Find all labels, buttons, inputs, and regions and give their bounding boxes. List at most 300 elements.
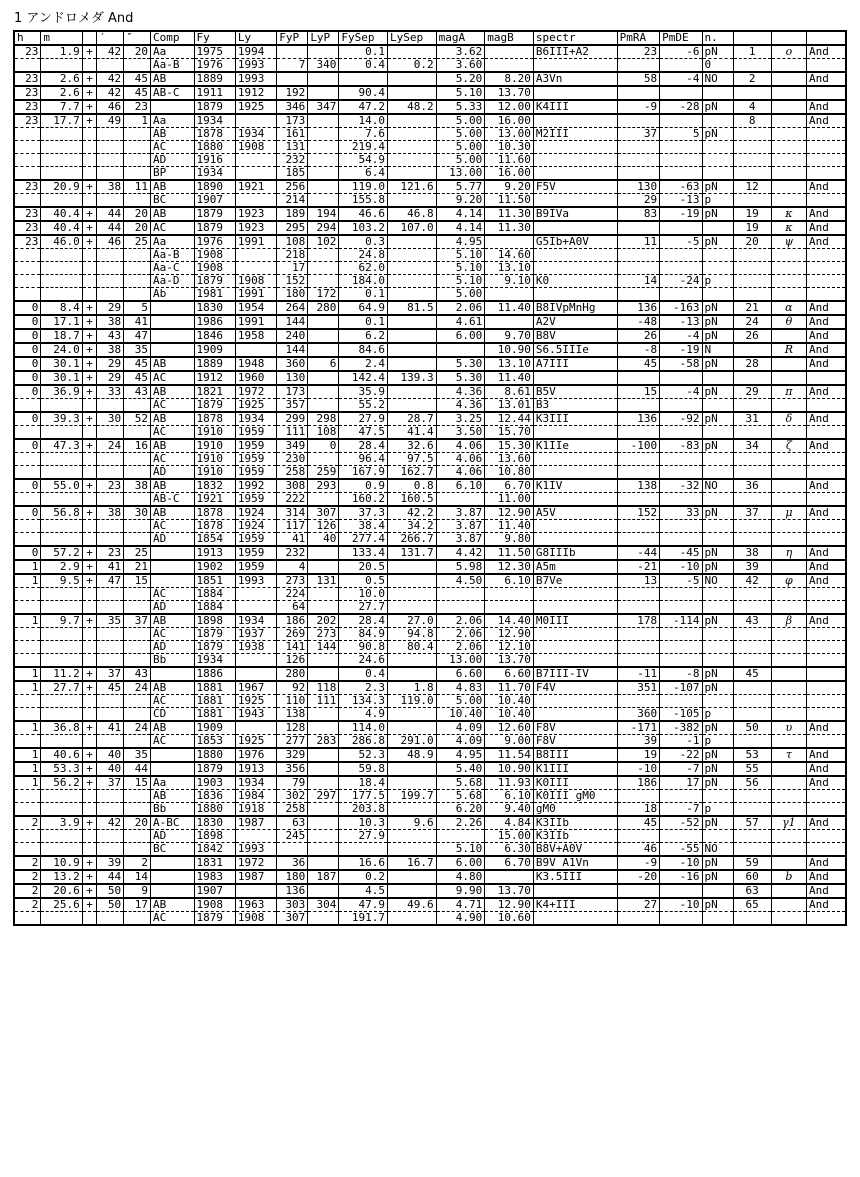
cell-n (702, 141, 733, 154)
cell-ly: 1908 (235, 275, 276, 288)
cell-spectr: M2III (533, 128, 617, 141)
cell-comp (151, 329, 194, 343)
cell-pmde: -382 (660, 721, 702, 735)
cell-fyp: 299 (277, 412, 308, 426)
cell-comp (151, 667, 194, 681)
col-fy: Fy (194, 31, 235, 45)
cell-const: And (806, 776, 846, 790)
cell-m (41, 59, 82, 73)
cell-pmra: 45 (617, 816, 659, 830)
cell-maga: 5.10 (436, 843, 485, 857)
cell-lyp (308, 154, 339, 167)
cell-dec-min (97, 695, 124, 708)
cell-ly: 1938 (235, 641, 276, 654)
cell-m: 20.6 (41, 884, 82, 898)
cell-pmra (617, 86, 659, 100)
cell-fy: 1842 (194, 843, 235, 857)
cell-lyp: 40 (308, 533, 339, 547)
cell-fysep: 0.5 (339, 574, 388, 588)
table-row (14, 371, 846, 385)
cell-pmra: 26 (617, 329, 659, 343)
cell-ly (235, 154, 276, 167)
cell-fy: 1879 (194, 628, 235, 641)
cell-h (14, 466, 41, 480)
cell-h: 23 (14, 221, 41, 235)
table-row (14, 762, 846, 776)
cell-fyp: 131 (277, 141, 308, 154)
cell-n: pN (702, 681, 733, 695)
cell-const: And (806, 385, 846, 399)
cell-fyp: 180 (277, 288, 308, 302)
cell-n (702, 86, 733, 100)
cell-maga: 5.77 (436, 180, 485, 194)
cell-lyp (308, 748, 339, 762)
cell-magb: 13.70 (485, 884, 534, 898)
cell-dec-sec (124, 790, 151, 803)
cell-id (733, 371, 771, 385)
cell-fyp: 7 (277, 59, 308, 73)
cell-h: 0 (14, 343, 41, 357)
cell-m (41, 912, 82, 926)
cell-lyp (308, 816, 339, 830)
cell-lyp (308, 180, 339, 194)
cell-greek: π (771, 385, 806, 399)
table-row (14, 167, 846, 181)
cell-magb: 12.30 (485, 560, 534, 574)
cell-pmde: -24 (660, 275, 702, 288)
cell-magb: 8.20 (485, 72, 534, 86)
cell-lysep (387, 560, 436, 574)
cell-pmra: 186 (617, 776, 659, 790)
cell-ly: 1924 (235, 506, 276, 520)
col-maga: magA (436, 31, 485, 45)
cell-n (702, 466, 733, 480)
cell-pmra (617, 601, 659, 615)
cell-h (14, 426, 41, 440)
cell-pmra (617, 830, 659, 843)
cell-ly: 1934 (235, 776, 276, 790)
cell-const: And (806, 301, 846, 315)
cell-fyp: 92 (277, 681, 308, 695)
cell-dec-sec (124, 803, 151, 817)
cell-n: pN (702, 748, 733, 762)
cell-spectr: B5V (533, 385, 617, 399)
cell-lysep (387, 385, 436, 399)
cell-pmde: -5 (660, 574, 702, 588)
cell-fyp: 264 (277, 301, 308, 315)
cell-ly: 1993 (235, 574, 276, 588)
cell-dec-min (97, 249, 124, 262)
cell-fysep: 14.0 (339, 114, 388, 128)
cell-greek (771, 641, 806, 654)
cell-lysep (387, 249, 436, 262)
cell-pmde: -52 (660, 816, 702, 830)
cell-fyp (277, 45, 308, 59)
cell-pmde (660, 520, 702, 533)
cell-const (806, 803, 846, 817)
cell-comp (151, 856, 194, 870)
cell-sign (82, 654, 96, 668)
cell-n (702, 601, 733, 615)
cell-ly: 1963 (235, 898, 276, 912)
cell-magb: 10.90 (485, 762, 534, 776)
table-row (14, 128, 846, 141)
cell-dec-sec: 25 (124, 235, 151, 249)
cell-const (806, 830, 846, 843)
table-row (14, 180, 846, 194)
cell-ly: 1923 (235, 207, 276, 221)
cell-pmra (617, 588, 659, 601)
cell-m (41, 453, 82, 466)
cell-fyp: 230 (277, 453, 308, 466)
cell-greek: R (771, 343, 806, 357)
cell-pmra: 130 (617, 180, 659, 194)
cell-m (41, 601, 82, 615)
cell-m: 55.0 (41, 479, 82, 493)
cell-ly (235, 721, 276, 735)
cell-sign (82, 708, 96, 722)
cell-fyp: 329 (277, 748, 308, 762)
cell-const (806, 520, 846, 533)
cell-lysep (387, 128, 436, 141)
cell-fy: 1916 (194, 154, 235, 167)
table-row (14, 453, 846, 466)
cell-m (41, 803, 82, 817)
cell-maga: 6.00 (436, 856, 485, 870)
table-row (14, 790, 846, 803)
cell-pmra: -11 (617, 667, 659, 681)
cell-n: pN (702, 856, 733, 870)
cell-maga: 4.06 (436, 466, 485, 480)
cell-sign (82, 493, 96, 507)
cell-pmra: 178 (617, 614, 659, 628)
cell-fyp: 144 (277, 315, 308, 329)
cell-h: 2 (14, 870, 41, 884)
cell-const: And (806, 235, 846, 249)
cell-const (806, 141, 846, 154)
cell-fysep: 64.9 (339, 301, 388, 315)
cell-spectr: B6III+A2 (533, 45, 617, 59)
cell-dec-min (97, 399, 124, 413)
cell-magb: 10.40 (485, 708, 534, 722)
cell-dec-min (97, 708, 124, 722)
cell-spectr (533, 221, 617, 235)
cell-sign (82, 466, 96, 480)
cell-dec-min (97, 520, 124, 533)
cell-comp (151, 762, 194, 776)
cell-fyp: 277 (277, 735, 308, 749)
cell-pmra (617, 221, 659, 235)
cell-fyp: 349 (277, 439, 308, 453)
cell-greek (771, 167, 806, 181)
cell-maga: 5.00 (436, 114, 485, 128)
cell-fy: 1884 (194, 588, 235, 601)
cell-ly: 1959 (235, 533, 276, 547)
cell-pmra: 152 (617, 506, 659, 520)
cell-lyp (308, 912, 339, 926)
cell-maga: 2.06 (436, 641, 485, 654)
cell-sign: + (82, 45, 96, 59)
cell-id: 29 (733, 385, 771, 399)
cell-fyp: 152 (277, 275, 308, 288)
cell-lysep: 28.7 (387, 412, 436, 426)
cell-const (806, 288, 846, 302)
cell-id (733, 493, 771, 507)
cell-id (733, 790, 771, 803)
cell-m: 17.1 (41, 315, 82, 329)
cell-fy: 1934 (194, 114, 235, 128)
cell-dec-min (97, 167, 124, 181)
cell-sign: + (82, 546, 96, 560)
cell-comp: AB (151, 479, 194, 493)
cell-fyp: 117 (277, 520, 308, 533)
cell-comp: BP (151, 167, 194, 181)
cell-dec-min: 38 (97, 343, 124, 357)
table-row (14, 546, 846, 560)
cell-h (14, 695, 41, 708)
cell-n: pN (702, 762, 733, 776)
cell-dec-min (97, 194, 124, 208)
cell-dec-sec: 35 (124, 343, 151, 357)
cell-fysep: 2.4 (339, 357, 388, 371)
cell-ly: 1918 (235, 803, 276, 817)
table-row (14, 588, 846, 601)
cell-id (733, 194, 771, 208)
cell-lysep: 162.7 (387, 466, 436, 480)
cell-pmra (617, 790, 659, 803)
cell-lyp (308, 114, 339, 128)
cell-h: 0 (14, 315, 41, 329)
cell-fy: 1881 (194, 681, 235, 695)
cell-sign: + (82, 412, 96, 426)
cell-ly: 1991 (235, 235, 276, 249)
cell-m (41, 194, 82, 208)
cell-n: pN (702, 45, 733, 59)
cell-fyp: 258 (277, 803, 308, 817)
cell-pmde (660, 830, 702, 843)
cell-fyp: 240 (277, 329, 308, 343)
cell-magb: 8.61 (485, 385, 534, 399)
cell-const (806, 667, 846, 681)
cell-lysep: 34.2 (387, 520, 436, 533)
cell-pmra (617, 371, 659, 385)
cell-ly: 1925 (235, 399, 276, 413)
cell-m: 11.2 (41, 667, 82, 681)
cell-h: 23 (14, 114, 41, 128)
cell-spectr: B8III (533, 748, 617, 762)
cell-lyp (308, 776, 339, 790)
table-row (14, 721, 846, 735)
cell-dec-min: 38 (97, 315, 124, 329)
table-row (14, 803, 846, 817)
cell-n: pN (702, 439, 733, 453)
cell-dec-min (97, 288, 124, 302)
cell-fyp: 185 (277, 167, 308, 181)
cell-ly (235, 114, 276, 128)
cell-const (806, 194, 846, 208)
cell-pmra (617, 262, 659, 275)
cell-dec-sec: 45 (124, 371, 151, 385)
cell-fy: 1909 (194, 721, 235, 735)
cell-id: 31 (733, 412, 771, 426)
cell-const (806, 708, 846, 722)
cell-dec-sec: 45 (124, 72, 151, 86)
cell-const: And (806, 439, 846, 453)
cell-fyp: 173 (277, 385, 308, 399)
cell-n (702, 830, 733, 843)
cell-ly: 1943 (235, 708, 276, 722)
cell-lyp (308, 371, 339, 385)
cell-lysep (387, 721, 436, 735)
cell-dec-min (97, 803, 124, 817)
cell-n: pN (702, 816, 733, 830)
table-row (14, 86, 846, 100)
cell-comp: AB (151, 614, 194, 628)
cell-pmra (617, 154, 659, 167)
cell-m (41, 167, 82, 181)
cell-maga: 5.00 (436, 141, 485, 154)
cell-lyp (308, 329, 339, 343)
cell-id (733, 912, 771, 926)
cell-id: 1 (733, 45, 771, 59)
col-lysep: LySep (387, 31, 436, 45)
cell-const: And (806, 357, 846, 371)
cell-maga: 4.90 (436, 912, 485, 926)
cell-fysep: 96.4 (339, 453, 388, 466)
cell-lyp (308, 167, 339, 181)
cell-fysep: 47.5 (339, 426, 388, 440)
cell-comp (151, 315, 194, 329)
cell-ly: 1994 (235, 45, 276, 59)
cell-fysep: 219.4 (339, 141, 388, 154)
cell-fysep: 114.0 (339, 721, 388, 735)
cell-magb: 11.40 (485, 301, 534, 315)
cell-pmra: -10 (617, 762, 659, 776)
cell-fy: 1907 (194, 884, 235, 898)
cell-pmde (660, 466, 702, 480)
cell-m: 30.1 (41, 357, 82, 371)
cell-fy: 1983 (194, 870, 235, 884)
cell-fysep: 177.5 (339, 790, 388, 803)
cell-m: 46.0 (41, 235, 82, 249)
cell-spectr: K0III gM0 (533, 790, 617, 803)
cell-spectr (533, 288, 617, 302)
cell-magb: 12.90 (485, 628, 534, 641)
cell-comp: AC (151, 912, 194, 926)
cell-dec-min (97, 843, 124, 857)
cell-pmra: 136 (617, 412, 659, 426)
cell-spectr: K1IIe (533, 439, 617, 453)
cell-fysep: 47.2 (339, 100, 388, 114)
cell-lysep (387, 262, 436, 275)
cell-magb: 13.70 (485, 654, 534, 668)
cell-const (806, 154, 846, 167)
cell-fy: 1903 (194, 776, 235, 790)
cell-id (733, 249, 771, 262)
cell-magb: 10.30 (485, 141, 534, 154)
cell-maga: 5.30 (436, 371, 485, 385)
cell-pmra: 19 (617, 748, 659, 762)
cell-comp: Bb (151, 803, 194, 817)
cell-pmde: -6 (660, 45, 702, 59)
cell-greek (771, 628, 806, 641)
cell-n (702, 167, 733, 181)
cell-dec-min (97, 601, 124, 615)
cell-lysep (387, 315, 436, 329)
cell-fy: 1879 (194, 100, 235, 114)
cell-spectr: K4+III (533, 898, 617, 912)
table-header (14, 31, 846, 45)
cell-lysep: 41.4 (387, 426, 436, 440)
cell-const (806, 588, 846, 601)
cell-spectr (533, 588, 617, 601)
cell-fy: 1976 (194, 59, 235, 73)
cell-spectr: F8V (533, 721, 617, 735)
cell-m (41, 288, 82, 302)
cell-m (41, 708, 82, 722)
cell-lyp (308, 560, 339, 574)
cell-fy: 1880 (194, 803, 235, 817)
cell-m: 25.6 (41, 898, 82, 912)
cell-lysep: 139.3 (387, 371, 436, 385)
cell-sign (82, 912, 96, 926)
cell-const: And (806, 884, 846, 898)
cell-magb: 9.80 (485, 533, 534, 547)
cell-pmde (660, 141, 702, 154)
cell-greek (771, 72, 806, 86)
cell-dec-sec (124, 154, 151, 167)
cell-m: 9.7 (41, 614, 82, 628)
cell-fy: 1881 (194, 695, 235, 708)
cell-pmra (617, 114, 659, 128)
table-row (14, 641, 846, 654)
cell-id: 50 (733, 721, 771, 735)
cell-n (702, 654, 733, 668)
cell-lysep: 80.4 (387, 641, 436, 654)
cell-const: And (806, 412, 846, 426)
cell-n (702, 493, 733, 507)
col-dec-sec: ″ (124, 31, 151, 45)
cell-magb: 11.50 (485, 194, 534, 208)
cell-m: 30.1 (41, 371, 82, 385)
cell-lysep (387, 654, 436, 668)
cell-id (733, 654, 771, 668)
cell-lyp: 187 (308, 870, 339, 884)
col-ly: Ly (235, 31, 276, 45)
cell-pmra: -9 (617, 856, 659, 870)
cell-lyp: 259 (308, 466, 339, 480)
cell-magb: 9.20 (485, 180, 534, 194)
cell-ly: 1960 (235, 371, 276, 385)
cell-n (702, 262, 733, 275)
cell-n: p (702, 708, 733, 722)
cell-greek: η (771, 546, 806, 560)
cell-fyp: 314 (277, 506, 308, 520)
cell-maga: 5.30 (436, 357, 485, 371)
table-row (14, 614, 846, 628)
cell-fyp: 222 (277, 493, 308, 507)
cell-sign: + (82, 856, 96, 870)
cell-dec-sec: 45 (124, 357, 151, 371)
cell-id (733, 681, 771, 695)
cell-pmde (660, 59, 702, 73)
cell-fysep: 10.3 (339, 816, 388, 830)
cell-lyp (308, 601, 339, 615)
cell-n: p (702, 735, 733, 749)
cell-magb: 9.70 (485, 329, 534, 343)
cell-greek (771, 912, 806, 926)
cell-fy: 1908 (194, 262, 235, 275)
